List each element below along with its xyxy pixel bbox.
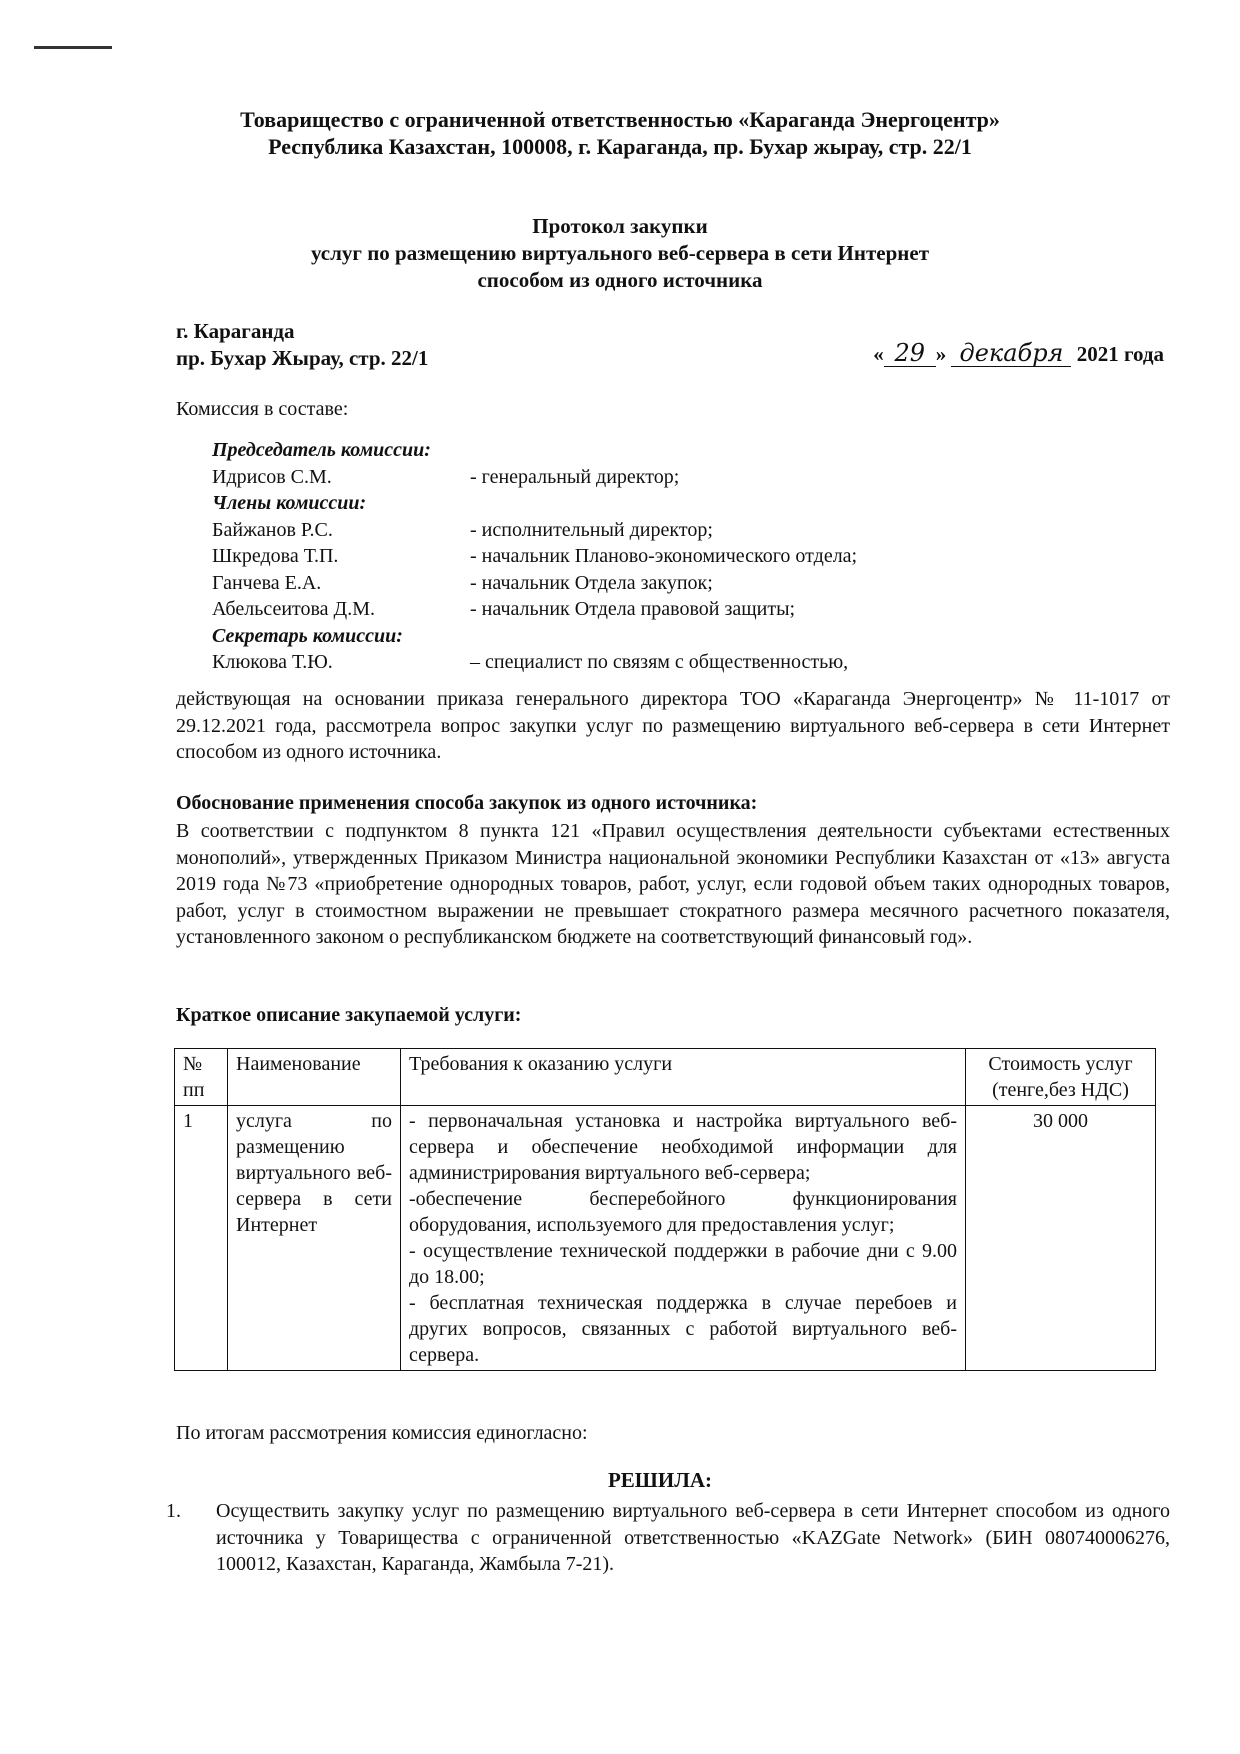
requirement-item: - первоначальная установка и настройка виртуального веб-сервера и обеспечение необходимой информации для администрирования виртуального веб-сервера;: [409, 1110, 957, 1184]
organization-header: [0, 106, 1240, 160]
member-position: - начальник Отдела правовой защиты;: [470, 598, 796, 620]
member-position: - исполнительный директор;: [470, 518, 713, 541]
member-name: Ганчева Е.А.: [212, 571, 322, 594]
place-address: пр. Бухар Жырау, стр. 22/1: [176, 346, 429, 370]
commission-intro: Комиссия в составе:: [176, 398, 349, 420]
decision-item-text: Осуществить закупку услуг по размещению виртуального веб-сервера в сети Интернет способом из одного источника у Товарищества с ограниченной ответственностью «KAZGate Network» (БИН 080740006276, 100012, Казахстан, Караганда, Жамбыла 7-21).: [216, 1500, 1170, 1575]
decision-heading: РЕШИЛА:: [607, 1468, 713, 1492]
acting-paragraph: действующая на основании приказа генерального директора ТОО «Караганда Энергоцентр» № 11-1017 от 29.12.2021 года, рассмотрела вопрос закупки услуг по размещению виртуального веб-сервера в сети Интернет способом из одного источника.: [176, 688, 1170, 763]
title-line-2: услуг по размещению виртуального веб-сервера в сети Интернет: [310, 241, 930, 265]
date-day: 29: [884, 340, 936, 367]
date-month: декабря: [951, 340, 1071, 367]
member-name: Идрисов С.М.: [212, 465, 332, 488]
header-num: № пп: [175, 1049, 228, 1106]
justification-heading: Обоснование применения способа закупок из одного источника:: [176, 792, 758, 814]
member-name: Клюкова Т.Ю.: [212, 651, 333, 673]
member-row: [212, 517, 857, 544]
title-line-3: способом из одного источника: [477, 268, 763, 292]
cell-cost: 30 000: [966, 1106, 1156, 1371]
member-row: [212, 570, 857, 597]
member-row: [212, 596, 857, 623]
decision-item: [166, 1498, 1170, 1578]
scan-mark: [34, 46, 112, 49]
secretary-row: [212, 649, 857, 676]
service-table: [174, 1048, 1156, 1371]
member-position: - начальник Планово-экономического отдела;: [470, 545, 858, 567]
requirement-item: - бесплатная техническая поддержка в случае перебоев и других вопросов, связанных с работой виртуального веб-сервера.: [409, 1292, 957, 1366]
requirement-item: - осуществление технической поддержки в рабочие дни с 9.00 до 18.00;: [409, 1240, 957, 1288]
document-place: [176, 318, 428, 372]
table-row: [175, 1106, 1156, 1371]
commission-members: [212, 437, 857, 676]
member-name: Байжанов Р.С.: [212, 518, 333, 541]
member-name: Шкредова Т.П.: [212, 545, 339, 567]
chair-row: [212, 464, 857, 491]
document-date: « 29 » декабря 2021 года: [873, 339, 1164, 367]
member-position: – специалист по связям с общественностью,: [470, 651, 849, 673]
org-address: Республика Казахстан, 100008, г. Караганда, пр. Бухар жырау, стр. 22/1: [268, 134, 972, 159]
requirement-item: -обеспечение бесперебойного функционирования оборудования, используемого для предоставления услуг;: [409, 1188, 957, 1236]
header-name: Наименование: [228, 1049, 401, 1106]
chair-label: Председатель комиссии:: [212, 439, 431, 461]
member-name: Абельсеитова Д.М.: [212, 598, 375, 620]
cell-name: услуга по размещению виртуального веб-сервера в сети Интернет: [228, 1106, 401, 1371]
title-line-1: Протокол закупки: [532, 214, 708, 238]
header-requirements: Требования к оказанию услуги: [401, 1049, 966, 1106]
cell-requirements: [401, 1106, 966, 1371]
members-label: Члены комиссии:: [212, 492, 367, 514]
member-position: - начальник Отдела закупок;: [470, 571, 713, 594]
decision-intro: По итогам рассмотрения комиссия единогласно:: [176, 1422, 588, 1444]
justification-text: В соответствии с подпунктом 8 пункта 121 «Правил осуществления деятельности субъектами естественных монополий», утвержденных Приказом Министра национальной экономики Республики Казахстан от «13» августа 2019 года №73 «приобретение однородных товаров, работ, услуг, если годовой объем таких однородных товаров, работ, услуг в стоимостном выражении не превышает стократного размера месячного расчетного показателя, установленного законом о республиканском бюджете на соответствующий финансовый год».: [176, 820, 1170, 948]
place-city: г. Караганда: [176, 319, 295, 343]
header-cost: Стоимость услуг (тенге,без НДС): [966, 1049, 1156, 1106]
cell-num: 1: [175, 1106, 228, 1371]
document-title: [0, 213, 1240, 294]
secretary-label: Секретарь комиссии:: [212, 624, 403, 647]
date-year: 2021 года: [1076, 342, 1164, 366]
org-name: Товарищество с ограниченной ответственностью «Караганда Энергоцентр»: [240, 107, 1000, 132]
member-row: [212, 543, 857, 570]
decision-item-number: 1.: [166, 1500, 181, 1522]
member-position: - генеральный директор;: [470, 465, 680, 488]
table-header-row: [175, 1049, 1156, 1106]
service-table-heading: Краткое описание закупаемой услуги:: [176, 1004, 522, 1026]
